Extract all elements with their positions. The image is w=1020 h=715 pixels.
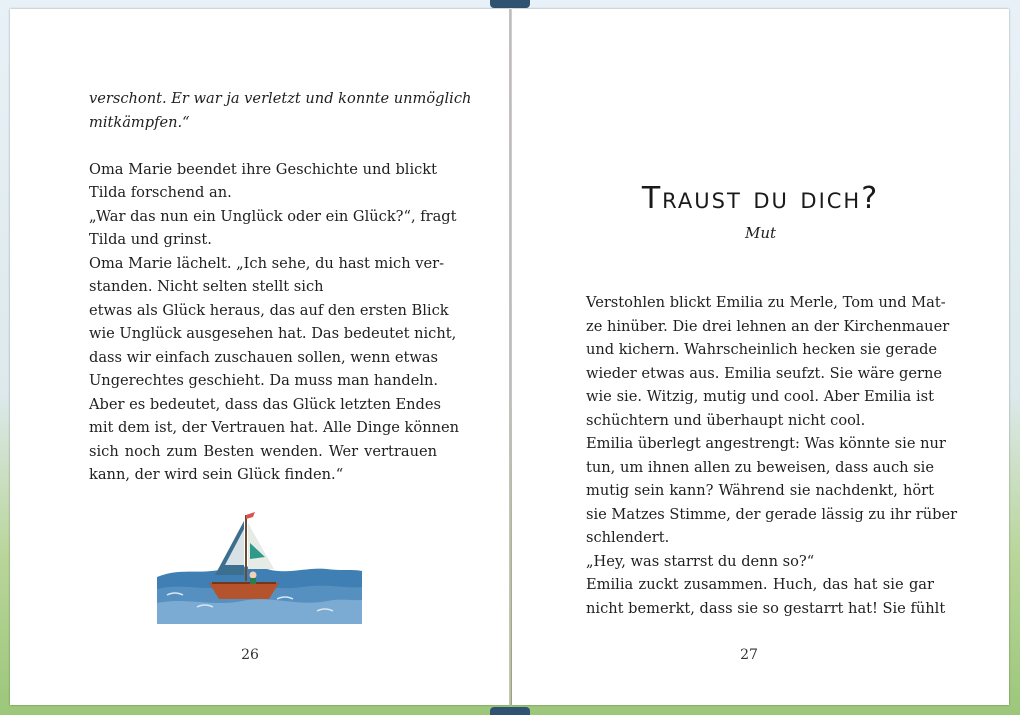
text-line: „War das nun ein Unglück oder ein Glück?“, fragt [89, 207, 457, 225]
book-spine-bottom [490, 707, 530, 715]
text-line: und kichern. Wahrscheinlich hecken sie gerade [586, 341, 938, 358]
text-line: „Hey, was starrst du denn so?“ [586, 552, 815, 570]
text-line: Tilda und grinst. [89, 231, 212, 248]
boat-hull [209, 583, 279, 599]
text-line: wie Unglück ausgesehen hat. Das bedeutet nicht, [89, 325, 457, 342]
paragraph-gap [89, 134, 437, 158]
book-spine-top [490, 0, 530, 8]
text-line: mutig sein kann? Während sie nachdenkt, hört [586, 482, 934, 499]
text-line: dass wir einfach zuschauen sollen, wenn etwas [89, 348, 439, 366]
chapter-subtitle: Mut [744, 224, 777, 242]
right-page [512, 9, 1009, 705]
text-line: sie Matzes Stimme, der gerade lässig zu ihr rüber [586, 505, 958, 523]
right-page-text [586, 291, 958, 620]
text-line: Aber es bedeutet, dass das Glück letzten Endes [89, 395, 442, 413]
text-line: schlendert. [586, 529, 670, 546]
left-page [10, 9, 510, 705]
text-line: schüchtern und überhaupt nicht cool. [586, 411, 866, 429]
sailor-figure [250, 572, 257, 579]
text-line: Emilia zuckt zusammen. Huch, das hat sie gar [586, 576, 934, 593]
text-line: Oma Marie beendet ihre Geschichte und blickt [89, 160, 437, 178]
text-line: standen. Nicht selten stellt sich [89, 278, 324, 295]
wave-foam-shape [157, 599, 362, 624]
text-line: Tilda forschend an. [89, 184, 232, 201]
text-line: Verstohlen blickt Emilia zu Merle, Tom und Mat- [586, 294, 946, 311]
text-line: mitkämpfen.“ [89, 113, 190, 131]
text-line: ze hinüber. Die drei lehnen an der Kirchenmauer [586, 317, 950, 335]
text-line: Oma Marie lächelt. „Ich sehe, du hast mich ver- [89, 254, 445, 272]
sailboat-illustration [157, 499, 362, 627]
text-line: Ungerechtes geschieht. Da muss man handeln. [89, 372, 439, 389]
text-line: tun, um ihnen allen zu beweisen, dass auch sie [586, 458, 934, 476]
left-page-text [89, 87, 472, 487]
book-gutter [509, 9, 511, 705]
page-number-right: 27 [740, 647, 758, 663]
text-line: nicht bemerkt, dass sie so gestarrt hat! Sie fühlt [586, 599, 946, 617]
text-line: etwas als Glück heraus, das auf den ersten Blick [89, 301, 449, 319]
text-line: kann, der wird sein Glück finden.“ [89, 466, 344, 483]
text-line: sich noch zum Besten wenden. Wer vertrauen [89, 442, 437, 460]
page-number-left: 26 [241, 647, 259, 663]
flag [246, 512, 255, 519]
text-line: wieder etwas aus. Emilia seufzt. Sie wäre gerne [586, 364, 943, 382]
text-line: mit dem ist, der Vertrauen hat. Alle Dinge können [89, 419, 460, 436]
text-line: wie sie. Witzig, mutig und cool. Aber Emilia ist [586, 388, 934, 405]
chapter-title: Traust du dich? [641, 181, 880, 216]
text-line: Emilia überlegt angestrengt: Was könnte sie nur [586, 435, 946, 452]
text-line: verschont. Er war ja verletzt und konnte unmöglich [89, 90, 472, 107]
